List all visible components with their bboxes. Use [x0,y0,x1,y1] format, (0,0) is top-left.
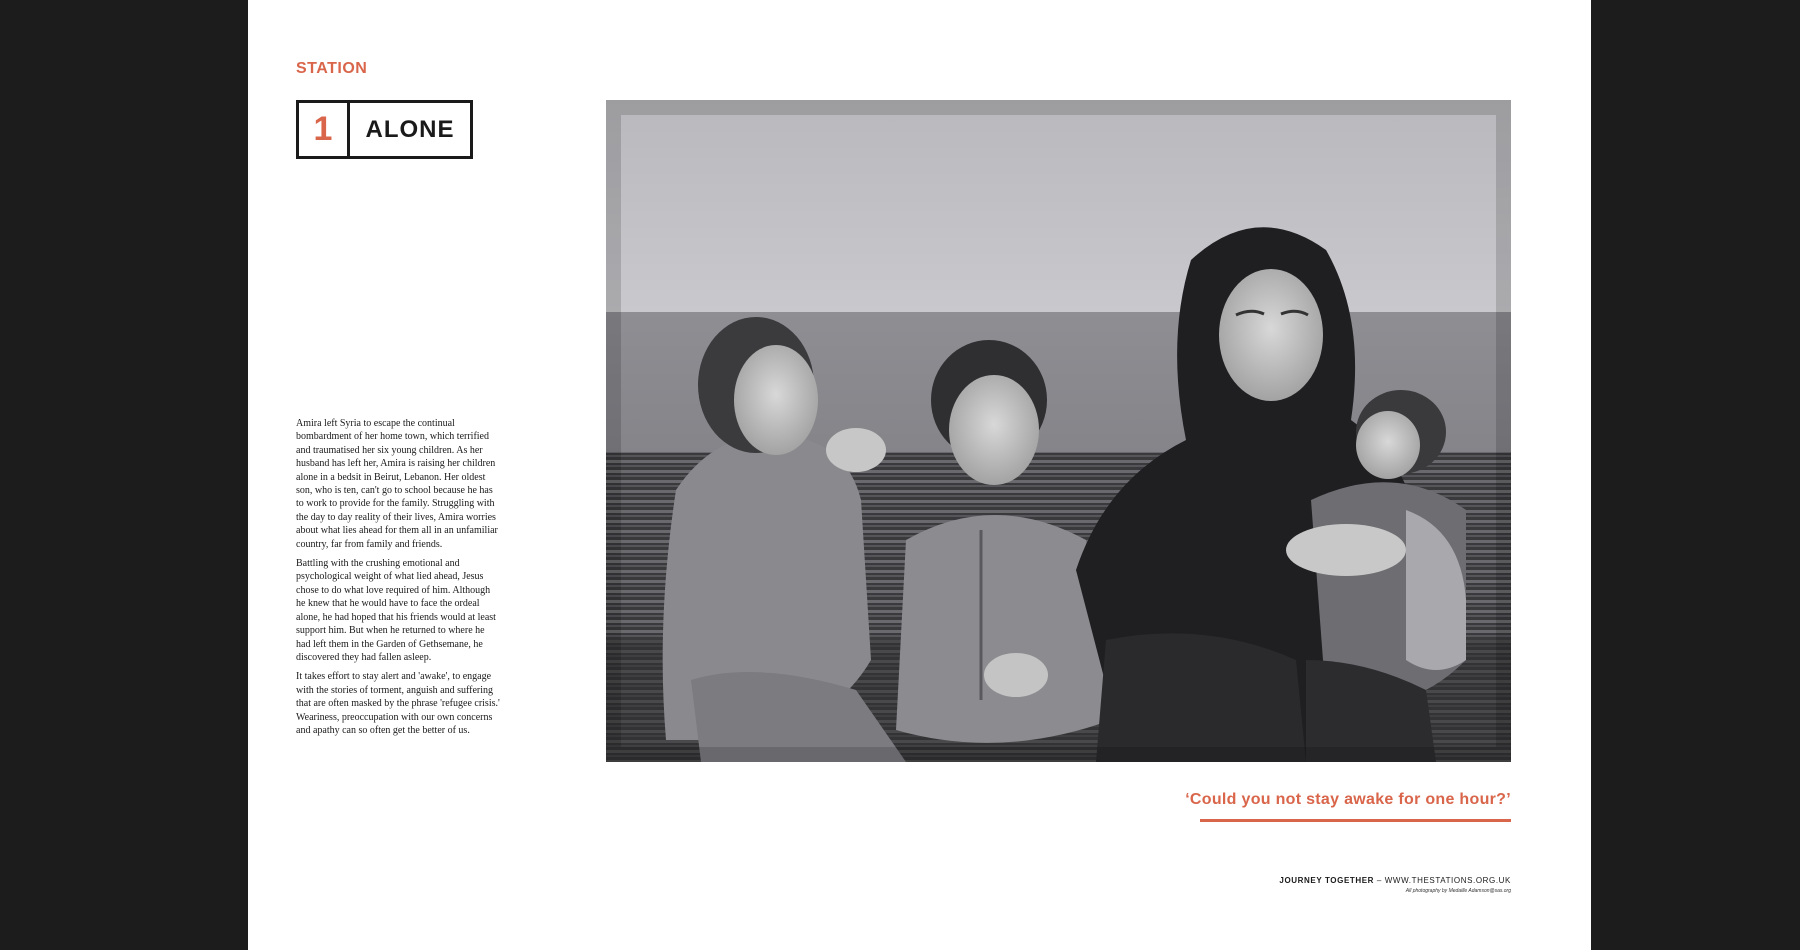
station-heading-box [296,100,473,159]
footer-brand: JOURNEY TOGETHER [1279,876,1375,885]
body-text [296,417,501,743]
station-label: STATION [296,60,368,77]
page-footer [1279,876,1511,894]
station-number: 1 [299,103,350,156]
family-photograph [606,100,1511,762]
page [248,0,1591,950]
footer-url[interactable]: WWW.THESTATIONS.ORG.UK [1384,876,1511,885]
body-paragraph: Amira left Syria to escape the continual bombardment of her home town, which terrified and traumatised her six young children. As her husband has left her, Amira is raising her children alone in a bedsit in Beirut, Lebanon. Her oldest son, who is ten, can't go to school because he has to work to provide for the family. Struggling with the day to day reality of their lives, Amira worries about what lies ahead for them all in an unfamiliar country, far from family and friends. [296,418,498,550]
photo-credit: All photography by Medaille Adamson@sas.org [1405,888,1511,894]
pull-quote: ‘Could you not stay awake for one hour?’ [1185,791,1511,808]
quote-underline [1200,819,1511,822]
footer-separator: – [1374,876,1385,885]
footer-line [1279,876,1511,885]
station-title: ALONE [365,115,455,143]
body-paragraph: Battling with the crushing emotional and psychological weight of what lied ahead, Jesus chose to do what love required of him. Although he knew that he would have to face the ordeal alone, he had hoped that his friends would at least support him. But when he returned to where he had left them in the Garden of Gethsemane, he discovered they had fallen asleep. [296,558,496,663]
body-paragraph: It takes effort to stay alert and 'awake', to engage with the stories of torment, anguish and suffering that are often masked by the phrase 'refugee crisis.' Weariness, preoccupation with our own concerns and apathy can so often get the better of us. [296,671,500,736]
